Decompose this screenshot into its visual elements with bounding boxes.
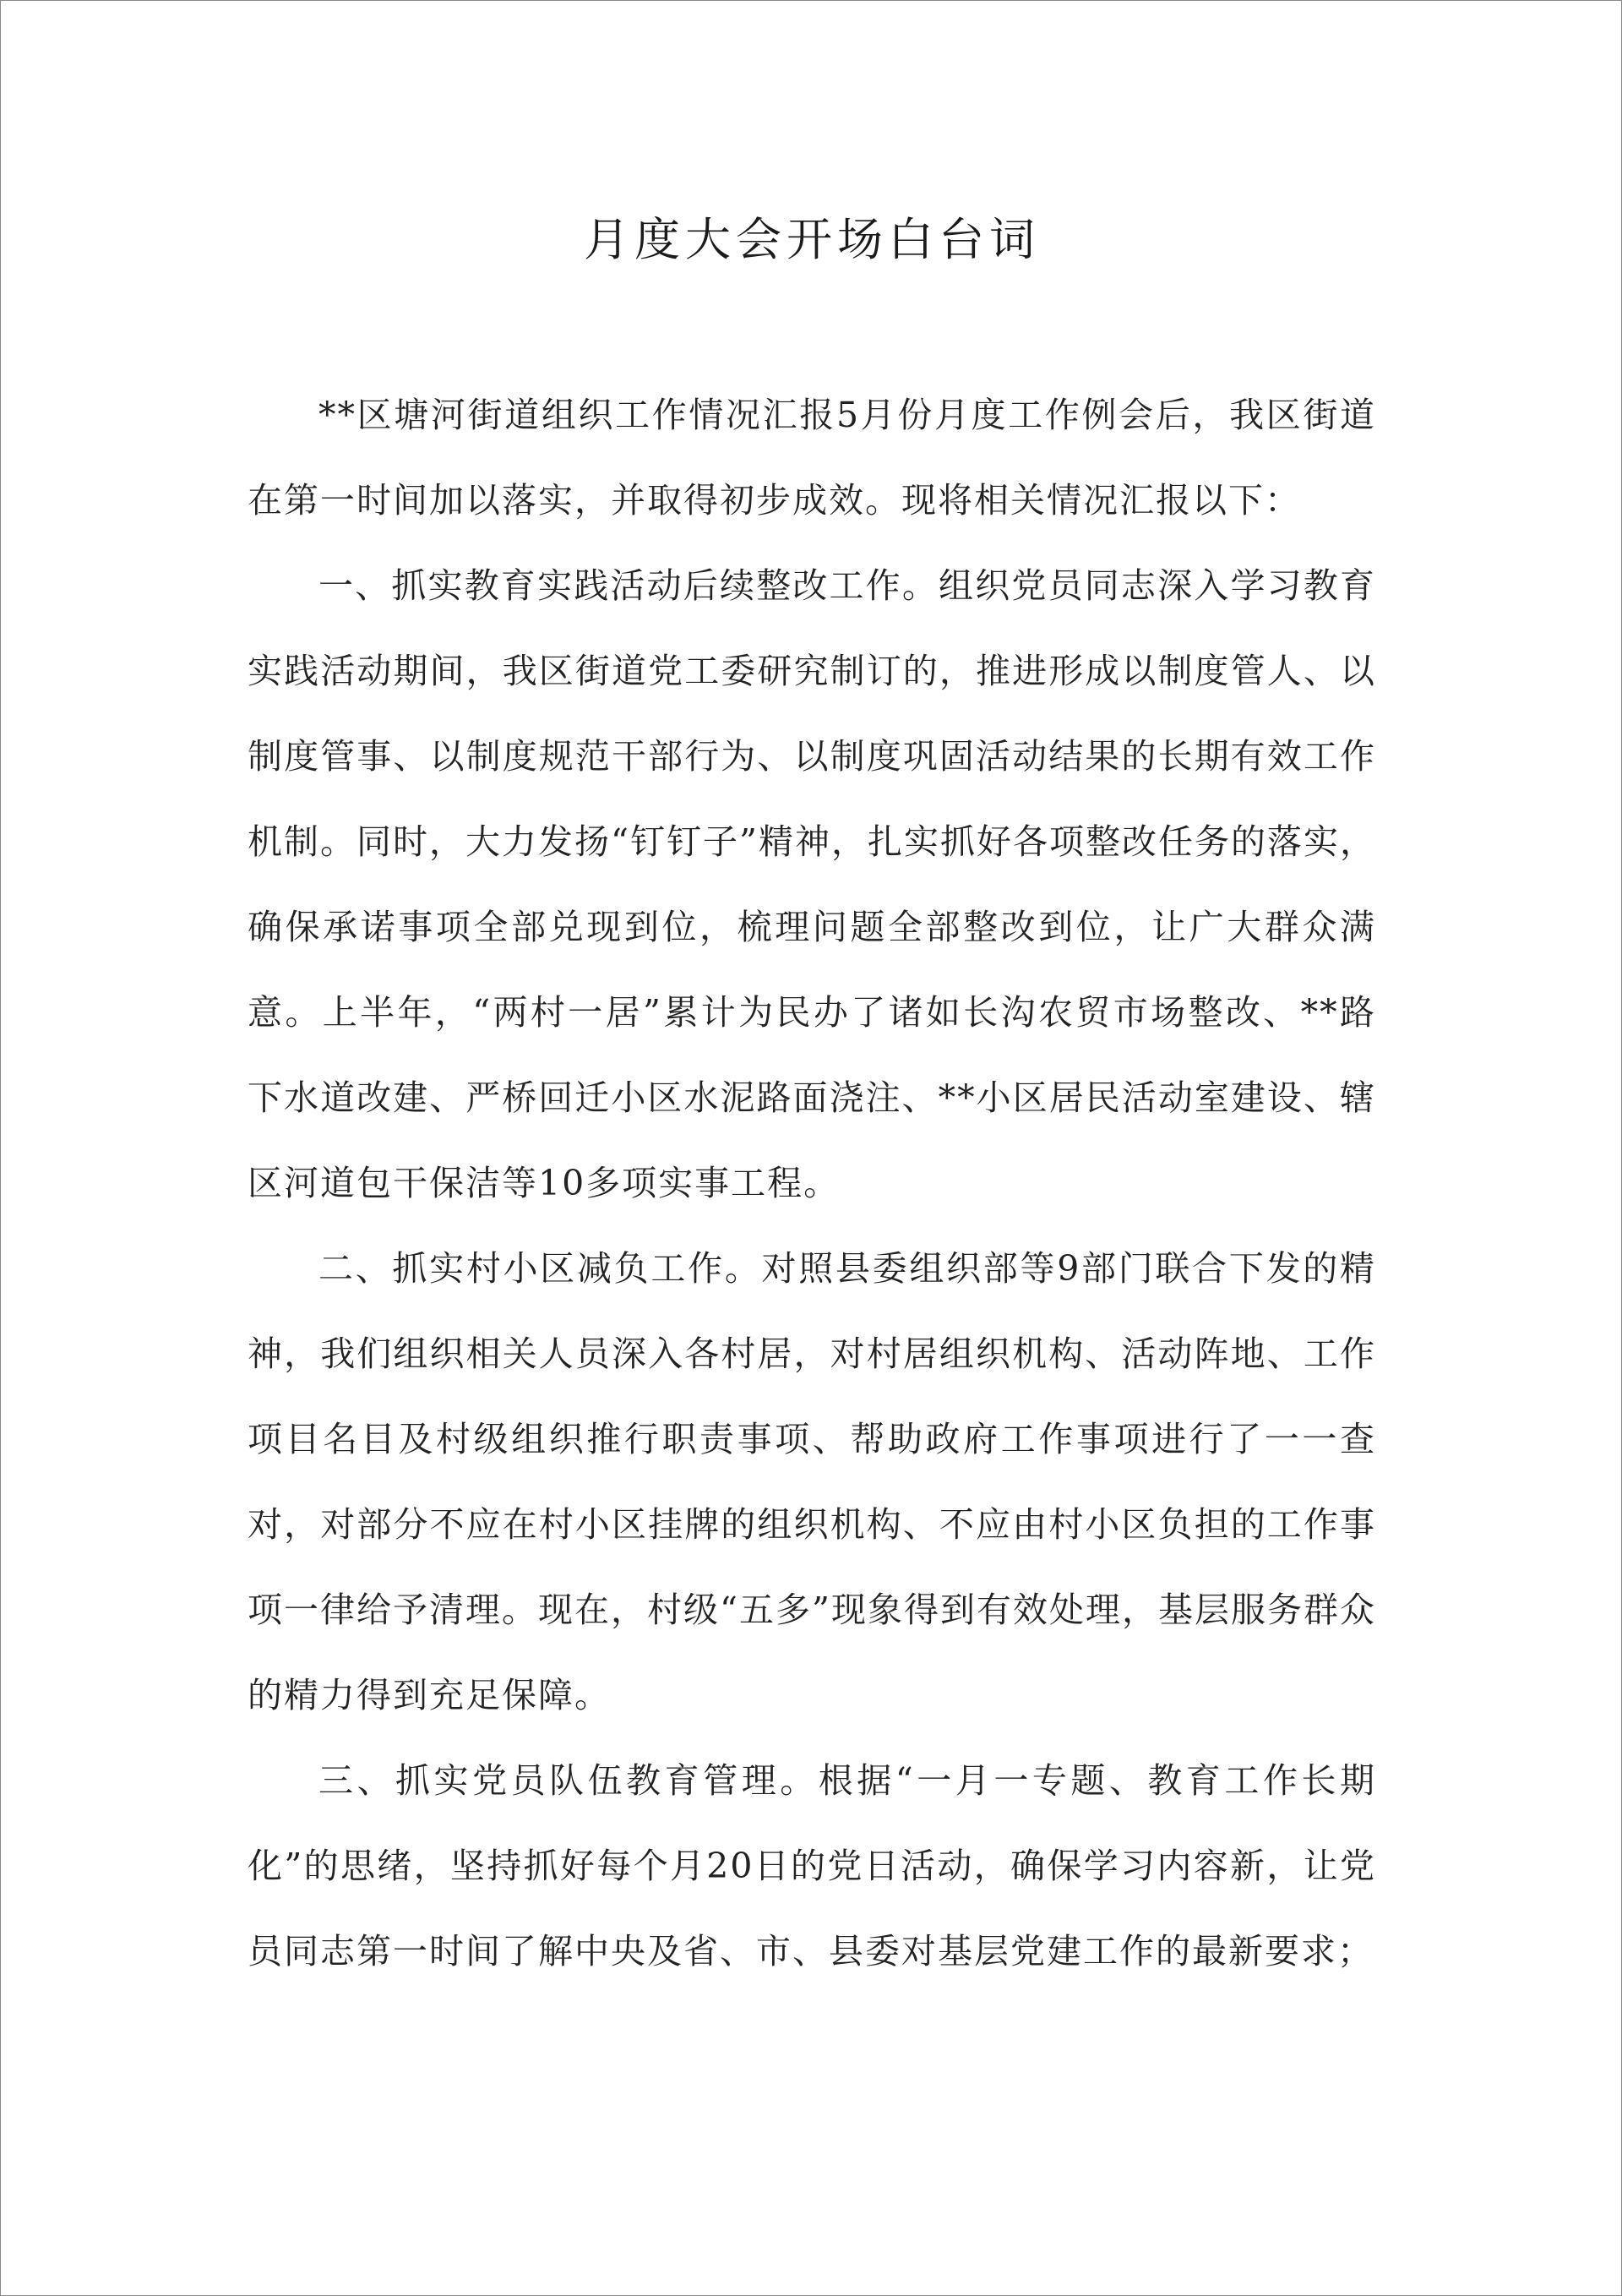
paragraph-intro: **区塘河街道组织工作情况汇报5月份月度工作例会后，我区街道在第一时间加以落实，并取得初步成效。现将相关情况汇报以下： (248, 395, 1376, 521)
document-body (248, 373, 1376, 1994)
document-title: 月度大会开场白台词 (584, 213, 1040, 266)
paragraph-section-3: 三、抓实党员队伍教育管理。根据“一月一专题、教育工作长期化”的思绪，坚持抓好每个月20日的党日活动，确保学习内容新，让党员同志第一时间了解中央及省、市、县委对基层党建工作的最新要求； (248, 1760, 1376, 1972)
paragraph-section-1: 一、抓实教育实践活动后续整改工作。组织党员同志深入学习教育实践活动期间，我区街道党工委研究制订的，推进形成以制度管人、以制度管事、以制度规范干部行为、以制度巩固活动结果的长期有效工作机制。同时，大力发扬“钉钉子”精神，扎实抓好各项整改任务的落实，确保承诺事项全部兑现到位，梳理问题全部整改到位，让广大群众满意。上半年，“两村一居”累计为民办了诸如长沟农贸市场整改、**路下水道改建、严桥回迁小区水泥路面浇注、**小区居民活动室建设、辖区河道包干保洁等10多项实事工程。 (248, 565, 1376, 1203)
paragraph-section-2: 二、抓实村小区减负工作。对照县委组织部等9部门联合下发的精神，我们组织相关人员深入各村居，对村居组织机构、活动阵地、工作项目名目及村级组织推行职责事项、帮助政府工作事项进行了一一查对，对部分不应在村小区挂牌的组织机构、不应由村小区负担的工作事项一律给予清理。现在，村级“五多”现象得到有效处理，基层服务群众的精力得到充足保障。 (248, 1248, 1376, 1715)
